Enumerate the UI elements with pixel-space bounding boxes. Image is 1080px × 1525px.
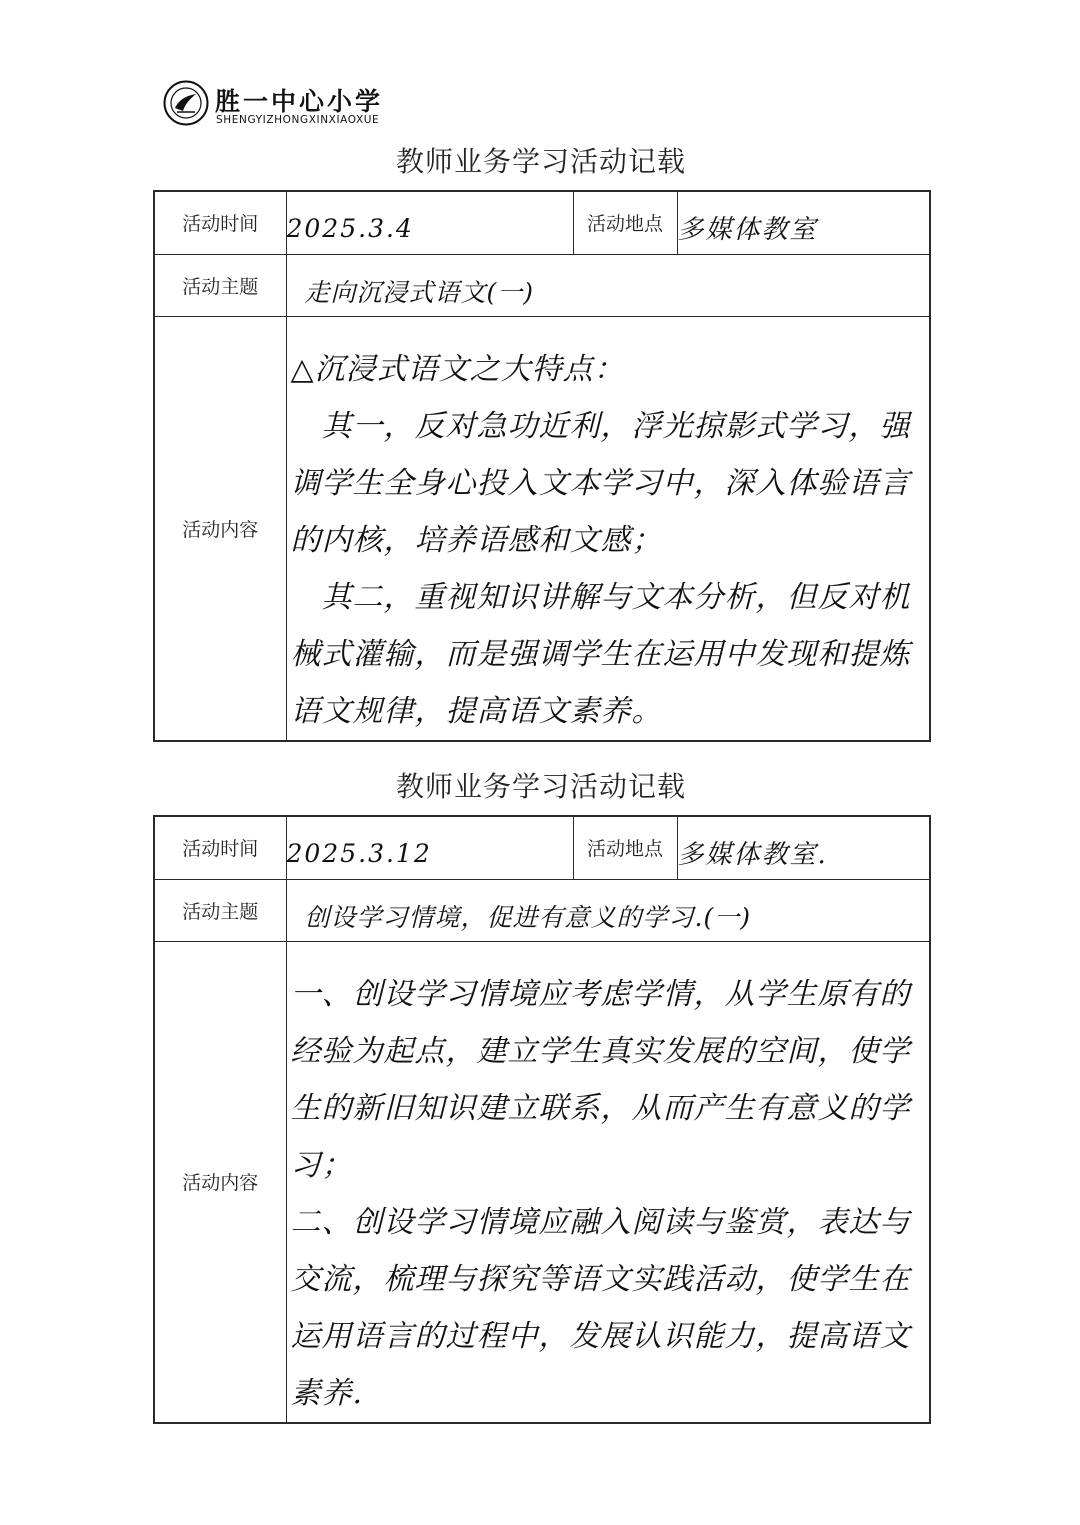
activity-date: 2025.3.4 [286, 214, 414, 244]
record-title: 教师业务学习活动记载 [395, 770, 686, 803]
activity-place: 多媒体教室 [677, 215, 818, 246]
content-paragraph: 一、创设学习情境应考虑学情，从学生原有的经验为起点，建立学生真实发展的空间，使学生的新旧知识建立联系，从而产生有意义的学习； [290, 976, 911, 1183]
place-label: 活动地点 [573, 191, 677, 254]
activity-record-1 [153, 140, 929, 742]
time-label: 活动时间 [154, 191, 286, 254]
activity-topic: 创设学习情境，促进有意义的学习.(一) [304, 903, 751, 932]
content-paragraph: 其二，重视知识讲解与文本分析，但反对机械式灌输，而是强调学生在运用中发现和提炼语文规律，提高语文素养。 [290, 579, 911, 729]
content-label: 活动内容 [154, 316, 286, 741]
activity-date: 2025.3.12 [286, 839, 432, 869]
activity-content [287, 942, 930, 1422]
place-label: 活动地点 [573, 816, 677, 879]
record-table [153, 190, 931, 742]
topic-label: 活动主题 [154, 254, 286, 316]
record-title: 教师业务学习活动记载 [395, 145, 686, 178]
record-table [153, 815, 931, 1424]
school-emblem-icon [163, 80, 209, 126]
content-paragraph: 二、创设学习情境应融入阅读与鉴赏，表达与交流，梳理与探究等语文实践活动，使学生在运用语言的过程中，发展认识能力，提高语文素养. [290, 1204, 911, 1411]
topic-label: 活动主题 [154, 879, 286, 941]
content-paragraph: 其一，反对急功近利，浮光掠影式学习，强调学生全身心投入文本学习中，深入体验语言的内核，培养语感和文感； [290, 408, 911, 558]
activity-topic: 走向沉浸式语文(一) [304, 278, 535, 307]
school-name: 胜一中心小学 [215, 87, 384, 116]
content-label: 活动内容 [154, 941, 286, 1423]
school-pinyin: SHENGYIZHONGXINXIAOXUE [216, 114, 380, 126]
activity-record-2 [153, 765, 929, 1424]
time-label: 活动时间 [154, 816, 286, 879]
content-paragraph: △沉浸式语文之大特点： [290, 351, 625, 387]
activity-place: 多媒体教室. [677, 840, 828, 871]
activity-content [287, 317, 930, 740]
